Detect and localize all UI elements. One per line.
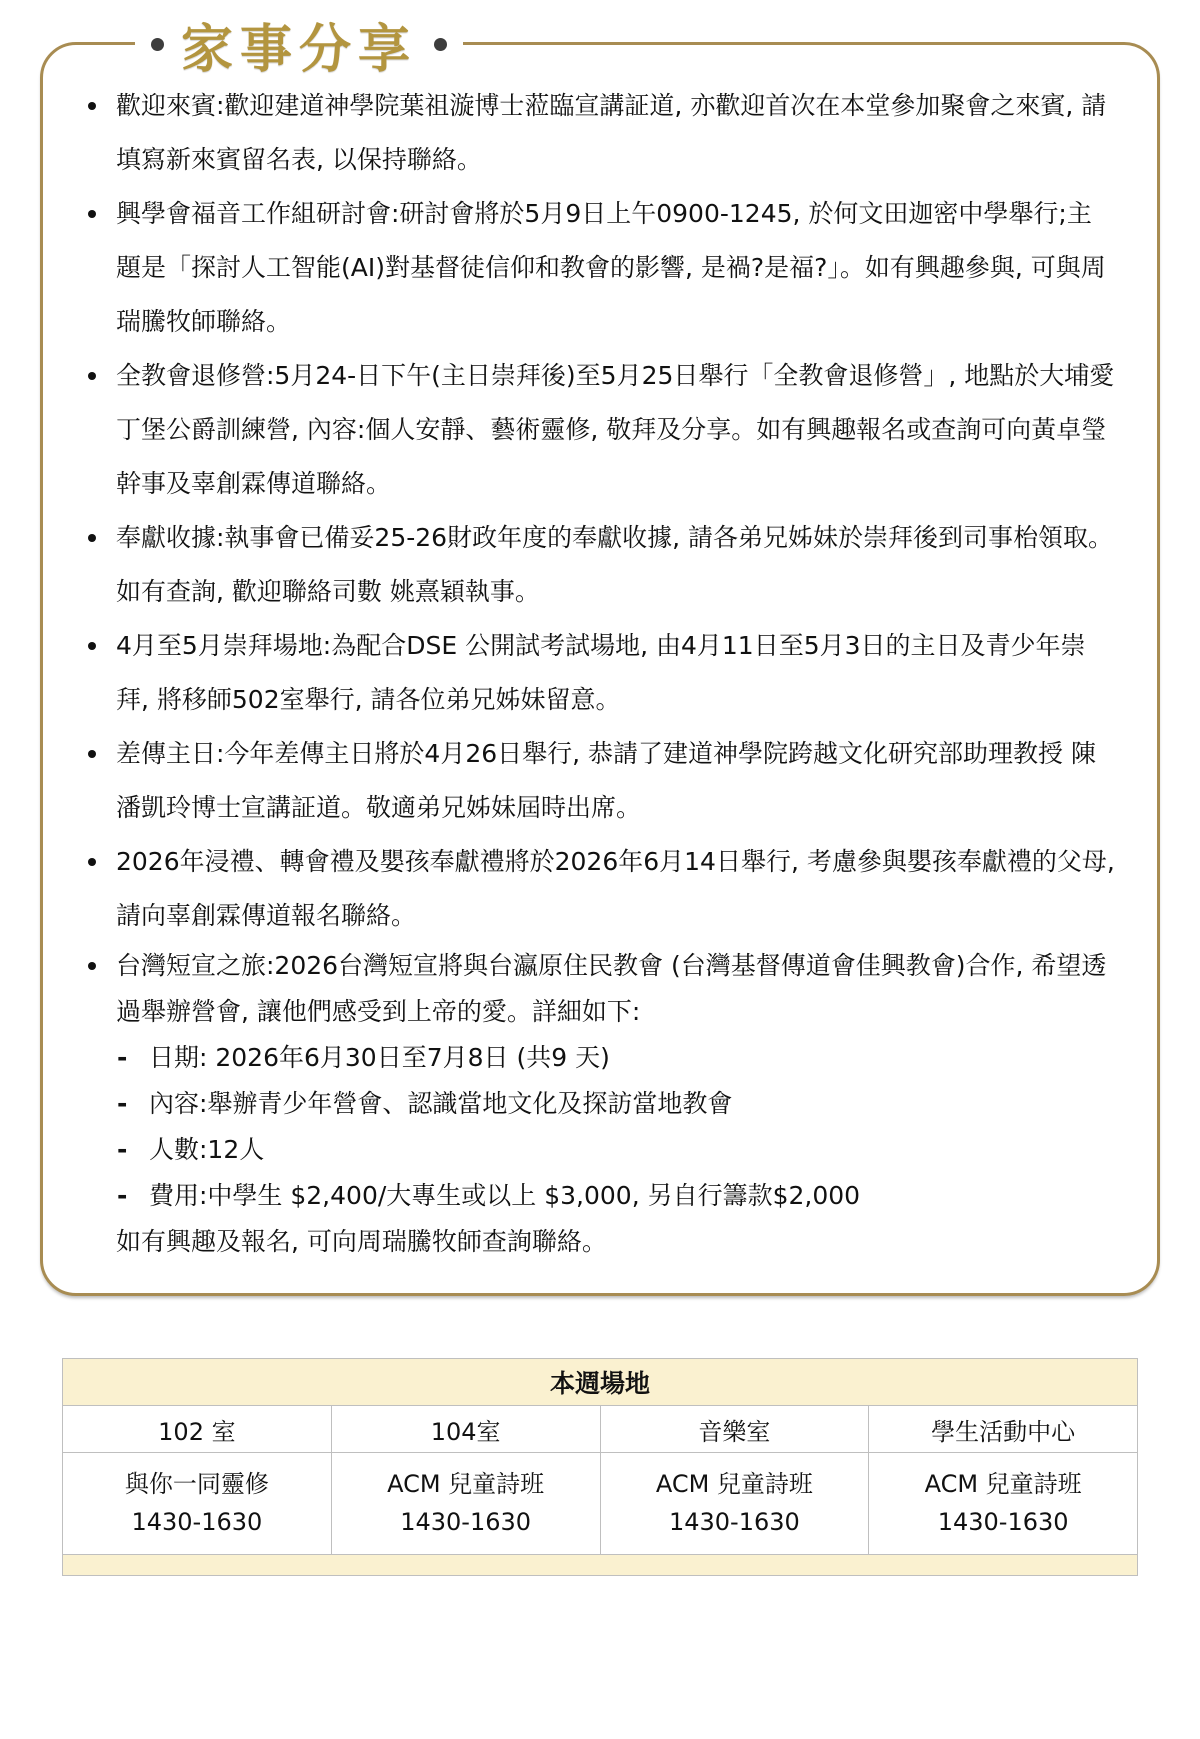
line-end-dot-icon	[434, 38, 447, 51]
line-end-dot-icon	[151, 38, 164, 51]
announcement-baptism-2026: 2026年浸禮、轉會禮及嬰孩奉獻禮將於2026年6月14日舉行, 考慮參與嬰孩奉獻禮的父母, 請向辜創霖傳道報名聯絡。	[87, 835, 1115, 943]
taiwan-trip-date: - 日期: 2026年6月30日至7月8日 (共9 天)	[87, 1035, 1115, 1081]
venue-activity: 與你一同靈修	[124, 1470, 269, 1499]
announcement-worship-venue: 4月至5月崇拜場地:為配合DSE 公開試考試場地, 由4月11日至5月3日的主日及青少年崇拜, 將移師502室舉行, 請各位弟兄姊妹留意。	[87, 619, 1115, 727]
venues-column-row	[63, 1406, 1138, 1453]
taiwan-trip-content: - 內容:舉辦青少年營會、認識當地文化及探訪當地教會	[87, 1081, 1115, 1127]
venue-cell-room-102	[63, 1453, 332, 1555]
venue-column-student-centre: 學生活動中心	[869, 1406, 1138, 1453]
venues-table-title: 本週場地	[63, 1359, 1138, 1406]
venue-time: 1430-1630	[668, 1507, 800, 1536]
venue-cell-music-room	[600, 1453, 869, 1555]
announcement-taiwan-mission-trip: 台灣短宣之旅:2026台灣短宣將與台瀛原住民教會 (台灣基督傳道會佳興教會)合作, 希望透過舉辦營會, 讓他們感受到上帝的愛。詳細如下:	[87, 943, 1115, 1035]
venue-cell-student-centre	[869, 1453, 1138, 1555]
venue-column-room-102: 102 室	[63, 1406, 332, 1453]
announcement-welcome-guests: 歡迎來賓:歡迎建道神學院葉祖漩博士蒞臨宣講証道, 亦歡迎首次在本堂參加聚會之來賓, 請填寫新來賓留名表, 以保持聯絡。	[87, 79, 1115, 187]
taiwan-trip-contact: 如有興趣及報名, 可向周瑞騰牧師查詢聯絡。	[116, 1227, 607, 1256]
taiwan-trip-headcount: - 人數:12人	[87, 1127, 1115, 1173]
venues-table-footer-strip	[63, 1555, 1138, 1576]
venue-cell-room-104	[331, 1453, 600, 1555]
venues-activity-row	[63, 1453, 1138, 1555]
announcement-gospel-seminar: 興學會福音工作組研討會:研討會將於5月9日上午0900-1245, 於何文田迦密中學舉行;主題是「探討人工智能(AI)對基督徒信仰和教會的影響, 是禍?是福?」。如有興趣參與, 可與周瑞騰牧師聯絡。	[87, 187, 1115, 349]
taiwan-trip-fee: - 費用:中學生 $2,400/大專生或以上 $3,000, 另自行籌款$2,000	[87, 1173, 1115, 1219]
venue-column-music-room: 音樂室	[600, 1406, 869, 1453]
venue-time: 1430-1630	[400, 1507, 532, 1536]
venue-time: 1430-1630	[131, 1507, 263, 1536]
venue-activity: ACM 兒童詩班	[387, 1470, 545, 1499]
page-title: 家事分享	[181, 20, 418, 80]
venue-activity: ACM 兒童詩班	[924, 1470, 1082, 1499]
venue-time: 1430-1630	[937, 1507, 1069, 1536]
venue-activity: ACM 兒童詩班	[655, 1470, 813, 1499]
announcement-list	[87, 79, 1115, 1265]
announcement-mission-sunday: 差傳主日:今年差傳主日將於4月26日舉行, 恭請了建道神學院跨越文化研究部助理教授 陳潘凱玲博士宣講証道。敬適弟兄姊妹屆時出席。	[87, 727, 1115, 835]
announcement-church-retreat: 全教會退修營:5月24-日下午(主日崇拜後)至5月25日舉行「全教會退修營」, 地點於大埔愛丁堡公爵訓練營, 內容:個人安靜、藝術靈修, 敬拜及分享。如有興趣報名或查詢可向黃卓瑩幹事及辜創霖傳道聯絡。	[87, 349, 1115, 511]
board-title-decoration	[135, 7, 463, 82]
venues-table	[62, 1358, 1138, 1576]
announcement-offering-receipts: 奉獻收據:執事會已備妥25-26財政年度的奉獻收據, 請各弟兄姊妹於崇拜後到司事枱領取。如有查詢, 歡迎聯絡司數 姚熹穎執事。	[87, 511, 1115, 619]
venue-column-room-104: 104室	[331, 1406, 600, 1453]
announcement-board	[40, 20, 1160, 1296]
